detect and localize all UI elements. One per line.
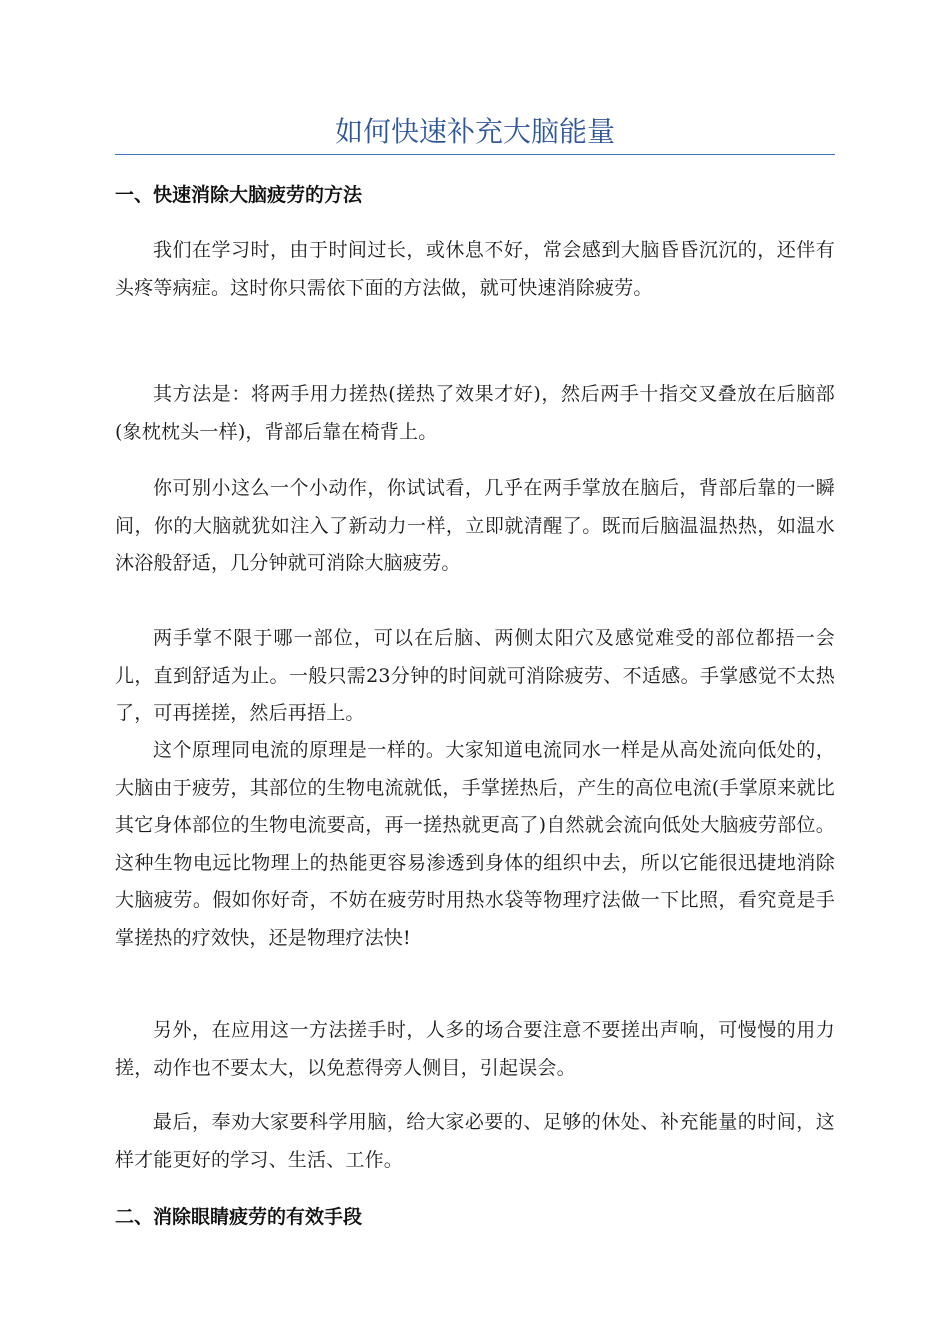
document-title: 如何快速补充大脑能量 — [334, 115, 615, 148]
section-heading-1: 一、快速消除大脑疲劳的方法 — [115, 184, 363, 206]
paragraph-6: 另外，在应用这一方法搓手时，人多的场合要注意不要搓出声响，可慢慢的用力搓，动作也不要太大，以免惹得旁人侧目，引起误会。 — [115, 1019, 835, 1079]
paragraph-1: 我们在学习时，由于时间过长，或休息不好，常会感到大脑昏昏沉沉的，还伴有头疼等病症。这时你只需依下面的方法做，就可快速消除疲劳。 — [115, 239, 835, 299]
section-heading-2: 二、消除眼睛疲劳的有效手段 — [115, 1206, 363, 1228]
paragraph-3: 你可别小这么一个小动作，你试试看，几乎在两手掌放在脑后，背部后靠的一瞬间，你的大脑就犹如注入了新动力一样，立即就清醒了。既而后脑温温热热，如温水沐浴般舒适，几分钟就可消除大脑疲劳。 — [115, 477, 835, 574]
paragraph-7: 最后，奉劝大家要科学用脑，给大家必要的、足够的休处、补充能量的时间，这样才能更好的学习、生活、工作。 — [115, 1111, 835, 1171]
paragraph-2: 其方法是：将两手用力搓热(搓热了效果才好)，然后两手十指交叉叠放在后脑部(象枕枕头一样)，背部后靠在椅背上。 — [115, 383, 835, 443]
title-underline — [115, 154, 835, 155]
paragraph-4: 两手掌不限于哪一部位，可以在后脑、两侧太阳穴及感觉难受的部位都捂一会儿，直到舒适为止。一般只需23分钟的时间就可消除疲劳、不适感。手掌感觉不太热了，可再搓搓，然后再捂上。 — [115, 627, 835, 724]
paragraph-5: 这个原理同电流的原理是一样的。大家知道电流同水一样是从高处流向低处的，大脑由于疲劳，其部位的生物电流就低，手掌搓热后，产生的高位电流(手掌原来就比其它身体部位的生物电流要高，再一搓热就更高了)自然就会流向低处大脑疲劳部位。这种生物电远比物理上的热能更容易渗透到身体的组织中去，所以它能很迅捷地消除大脑疲劳。假如你好奇，不妨在疲劳时用热水袋等物理疗法做一下比照，看究竟是手掌搓热的疗效快，还是物理疗法快! — [115, 739, 835, 949]
